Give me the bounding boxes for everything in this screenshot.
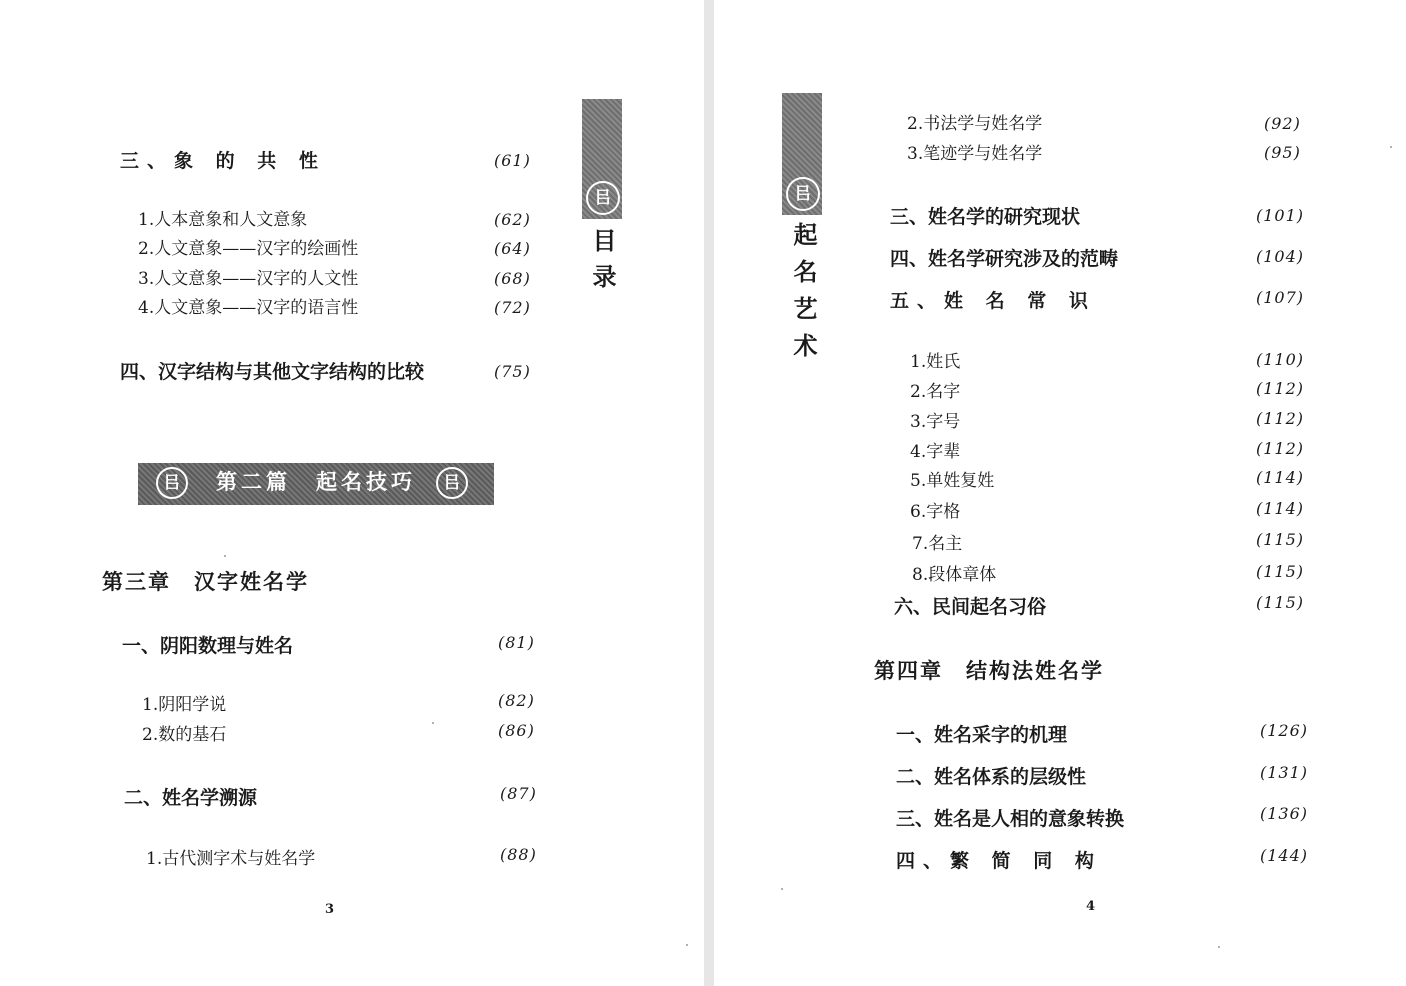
toc-subitem: 2.人文意象——汉字的绘画性 bbox=[138, 239, 359, 259]
toc-subitem: 3.笔迹学与姓名学 bbox=[907, 144, 1043, 164]
toc-page-number: (87) bbox=[500, 784, 537, 803]
toc-section-heading: 四、姓名学研究涉及的范畴 bbox=[890, 248, 1119, 270]
toc-page-number: (115) bbox=[1256, 593, 1305, 612]
toc-page-number: (144) bbox=[1260, 846, 1309, 865]
seal-icon: 㠯 bbox=[156, 467, 188, 499]
toc-page-number: (136) bbox=[1260, 804, 1309, 823]
toc-page-number: (114) bbox=[1256, 468, 1305, 487]
toc-subitem: 1.人本意象和人文意象 bbox=[138, 210, 308, 230]
toc-section-heading: 二、姓名学溯源 bbox=[124, 787, 258, 809]
page-number-folio: 3 bbox=[325, 902, 335, 917]
toc-page-number: (126) bbox=[1260, 721, 1309, 740]
toc-page-number: (115) bbox=[1256, 562, 1305, 581]
toc-page-number: (72) bbox=[494, 298, 531, 317]
toc-subitem: 3.人文意象——汉字的人文性 bbox=[138, 269, 359, 289]
toc-section-heading: 六、民间起名习俗 bbox=[894, 596, 1047, 618]
toc-subitem: 2.书法学与姓名学 bbox=[907, 114, 1043, 134]
page-gutter bbox=[704, 0, 714, 986]
toc-section-heading: 三、姓名是人相的意象转换 bbox=[896, 808, 1125, 830]
scan-speck bbox=[432, 722, 434, 724]
toc-page-number: (75) bbox=[494, 362, 531, 381]
toc-page-number: (101) bbox=[1256, 206, 1305, 225]
toc-section-heading: 一、姓名采字的机理 bbox=[896, 724, 1068, 746]
toc-subitem: 2.数的基石 bbox=[142, 725, 227, 745]
toc-page-number: (68) bbox=[494, 269, 531, 288]
side-tab-left bbox=[582, 99, 622, 219]
scan-speck bbox=[224, 555, 226, 557]
toc-page-number: (86) bbox=[498, 721, 535, 740]
toc-page-number: (62) bbox=[494, 210, 531, 229]
scan-speck bbox=[1390, 146, 1392, 148]
toc-subitem: 1.阴阳学说 bbox=[142, 695, 227, 715]
side-tab-label-left: 目录 bbox=[588, 228, 616, 300]
scan-speck bbox=[686, 944, 688, 946]
right-page bbox=[714, 0, 1406, 986]
side-tab-label-right: 起名艺术 bbox=[789, 222, 817, 370]
toc-page-number: (64) bbox=[494, 239, 531, 258]
toc-section-heading: 二、姓名体系的层级性 bbox=[896, 766, 1087, 788]
toc-section-heading: 一、阴阳数理与姓名 bbox=[122, 635, 294, 657]
toc-page-number: (95) bbox=[1264, 143, 1301, 162]
toc-section-heading: 三、象 的 共 性 bbox=[120, 150, 326, 172]
toc-page-number: (81) bbox=[498, 633, 535, 652]
scan-speck bbox=[1218, 946, 1220, 948]
toc-page-number: (61) bbox=[494, 151, 531, 170]
seal-icon: 㠯 bbox=[786, 177, 820, 211]
toc-page-number: (112) bbox=[1256, 409, 1305, 428]
scan-speck bbox=[781, 888, 783, 890]
seal-icon: 㠯 bbox=[436, 467, 468, 499]
toc-page-number: (112) bbox=[1256, 439, 1305, 458]
chapter-heading: 第四章 结构法姓名学 bbox=[874, 659, 1104, 683]
toc-subitem: 1.古代测字术与姓名学 bbox=[146, 849, 316, 869]
part-banner-title: 第二篇 起名技巧 bbox=[216, 470, 416, 494]
toc-page-number: (112) bbox=[1256, 379, 1305, 398]
toc-subitem: 8.段体章体 bbox=[912, 565, 997, 585]
seal-icon: 㠯 bbox=[586, 181, 620, 215]
toc-subitem: 4.字辈 bbox=[910, 442, 961, 462]
toc-page-number: (92) bbox=[1264, 114, 1301, 133]
toc-page-number: (114) bbox=[1256, 499, 1305, 518]
toc-page-number: (82) bbox=[498, 691, 535, 710]
toc-page-number: (115) bbox=[1256, 530, 1305, 549]
toc-page-number: (110) bbox=[1256, 350, 1305, 369]
toc-subitem: 5.单姓复姓 bbox=[910, 471, 995, 491]
toc-section-heading: 五、姓 名 常 识 bbox=[890, 290, 1096, 312]
toc-page-number: (107) bbox=[1256, 288, 1305, 307]
chapter-heading: 第三章 汉字姓名学 bbox=[102, 570, 309, 594]
toc-section-heading: 四、汉字结构与其他文字结构的比较 bbox=[120, 361, 425, 383]
side-tab-right bbox=[782, 93, 822, 215]
toc-subitem: 6.字格 bbox=[910, 502, 961, 522]
page-number-folio: 4 bbox=[1086, 899, 1096, 914]
toc-page-number: (88) bbox=[500, 845, 537, 864]
toc-subitem: 3.字号 bbox=[910, 412, 961, 432]
toc-section-heading: 三、姓名学的研究现状 bbox=[890, 206, 1081, 228]
toc-page-number: (104) bbox=[1256, 247, 1305, 266]
toc-subitem: 4.人文意象——汉字的语言性 bbox=[138, 298, 359, 318]
toc-section-heading: 四、繁 简 同 构 bbox=[896, 850, 1102, 872]
toc-subitem: 2.名字 bbox=[910, 382, 961, 402]
part-banner bbox=[138, 463, 494, 505]
toc-subitem: 1.姓氏 bbox=[910, 352, 961, 372]
toc-subitem: 7.名主 bbox=[912, 534, 963, 554]
toc-page-number: (131) bbox=[1260, 763, 1309, 782]
